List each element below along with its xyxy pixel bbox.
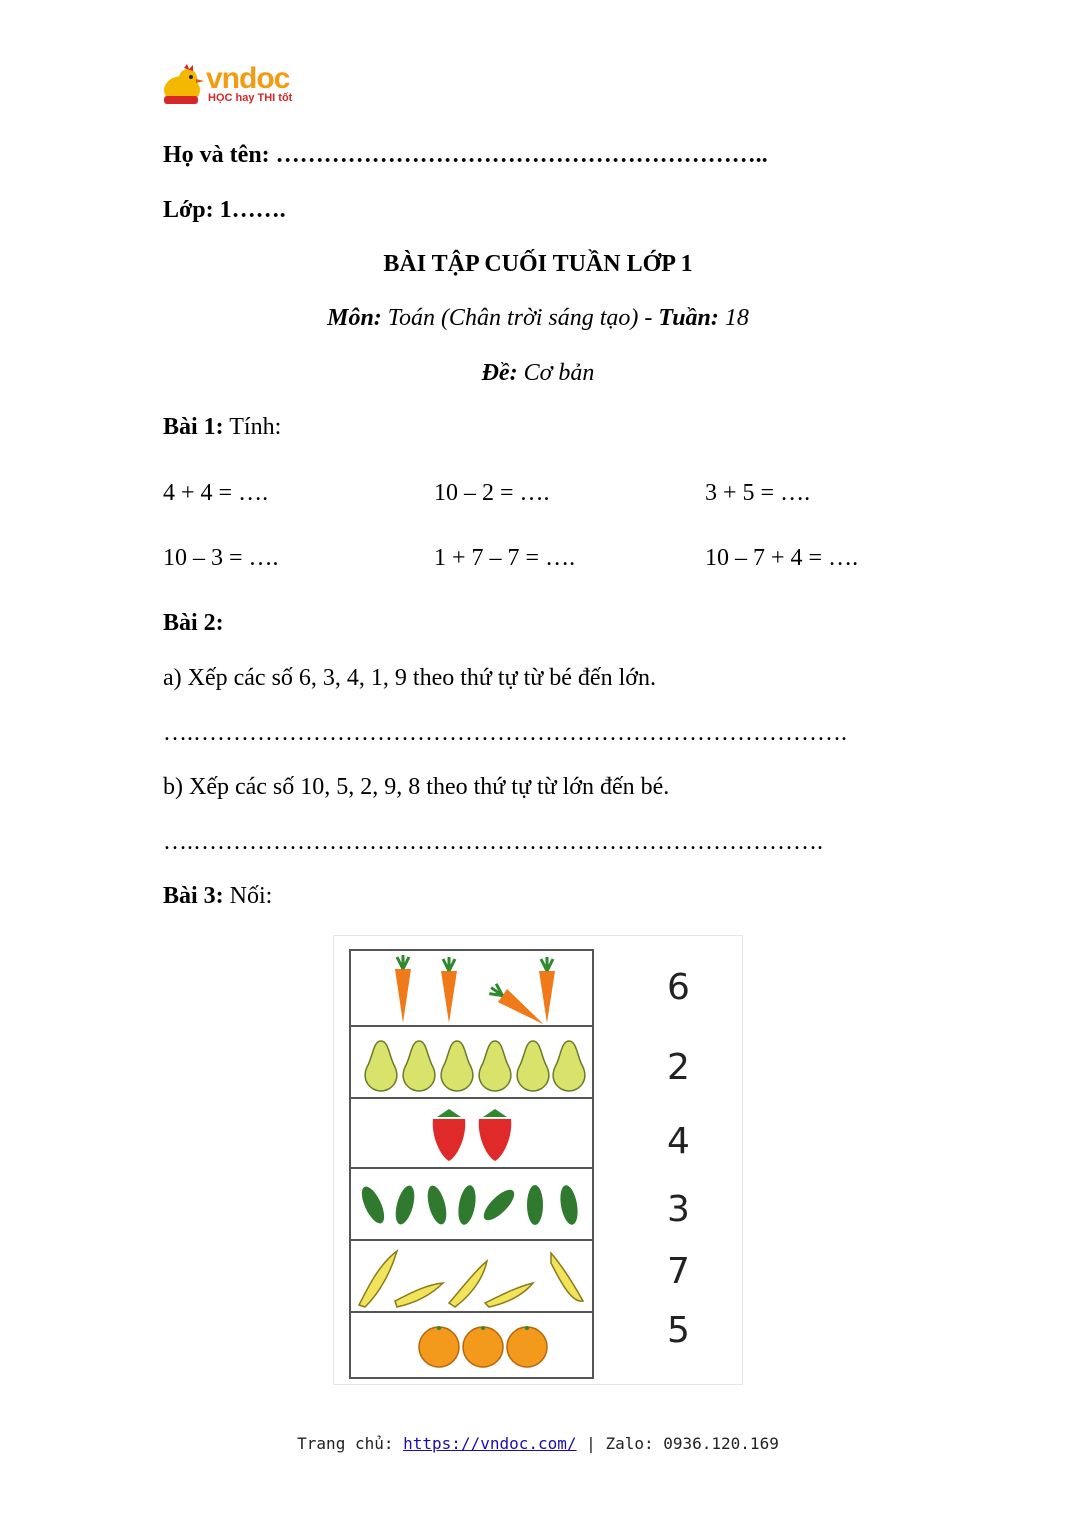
name-dots: …………………………………………………….. [275, 142, 768, 168]
level-line [0, 360, 1076, 387]
bai1-problem: 3 + 5 = …. [705, 480, 811, 506]
level-label: Đề: [481, 360, 518, 386]
bai1-problem: 10 – 7 + 4 = …. [705, 545, 859, 571]
cucumber-icon [351, 1169, 592, 1239]
match-number: 6 [667, 967, 690, 1008]
bai3-instruction: Nối: [229, 883, 273, 909]
bai3-heading [163, 883, 272, 910]
bai2-answer-line-a: ….………………………………………………………………………. [163, 720, 847, 746]
footer-separator: | [586, 1434, 596, 1453]
subject-line [0, 305, 1076, 332]
fruit-row [351, 1099, 592, 1169]
subject-value: Toán (Chân trời sáng tạo) - [387, 305, 653, 331]
fruit-row [351, 1027, 592, 1099]
fruit-grid [349, 949, 594, 1379]
carrot-icon [351, 951, 592, 1025]
bai2-label: Bài 2: [163, 610, 224, 636]
level-value: Cơ bản [523, 360, 595, 386]
match-number: 4 [667, 1121, 690, 1162]
class-line [163, 197, 286, 224]
vndoc-logo [160, 62, 310, 110]
bai1-problem: 10 – 3 = …. [163, 545, 279, 571]
orange-icon [351, 1313, 592, 1377]
bai3-label: Bài 3: [163, 883, 224, 909]
class-label: Lớp: [163, 197, 214, 223]
fruit-row [351, 1241, 592, 1313]
match-number: 7 [667, 1251, 690, 1292]
banana-icon [351, 1241, 592, 1311]
worksheet-title: BÀI TẬP CUỐI TUẦN LỚP 1 [383, 251, 693, 277]
bai1-problem: 1 + 7 – 7 = …. [434, 545, 576, 571]
page-footer [0, 1434, 1076, 1453]
bai1-problem: 10 – 2 = …. [434, 480, 550, 506]
bai2-part-b: b) Xếp các số 10, 5, 2, 9, 8 theo thứ tự từ lớn đến bé. [163, 774, 670, 800]
bai1-instruction: Tính: [229, 414, 282, 440]
name-label: Họ và tên: [163, 142, 270, 168]
strawberry-icon [351, 1099, 592, 1167]
week-value: 18 [724, 305, 749, 331]
week-label: Tuần: [658, 305, 719, 331]
bai1-problem: 4 + 4 = …. [163, 480, 269, 506]
homepage-link[interactable]: https://vndoc.com/ [403, 1434, 577, 1453]
fruit-row [351, 1169, 592, 1241]
bai1-label: Bài 1: [163, 414, 224, 440]
pear-icon [351, 1027, 592, 1097]
fruit-row [351, 1313, 592, 1377]
footer-zalo: Zalo: 0936.120.169 [605, 1434, 779, 1453]
class-value: 1……. [219, 197, 286, 223]
footer-prefix: Trang chủ: [297, 1434, 394, 1453]
chicken-mascot-icon [160, 64, 206, 108]
match-number: 2 [667, 1047, 690, 1088]
subject-label: Môn: [327, 305, 382, 331]
bai2-answer-line-b: ….……………………………………………………………………. [163, 829, 823, 855]
bai2-part-a: a) Xếp các số 6, 3, 4, 1, 9 theo thứ tự từ bé đến lớn. [163, 665, 656, 691]
match-number: 5 [667, 1310, 690, 1351]
logo-tagline: HỌC hay THI tốt [208, 92, 293, 104]
fruit-row [351, 951, 592, 1027]
logo-brand: vndoc [206, 62, 290, 95]
matching-figure [333, 935, 743, 1385]
bai1-heading [163, 414, 281, 441]
match-number: 3 [667, 1189, 690, 1230]
name-line [163, 142, 768, 169]
